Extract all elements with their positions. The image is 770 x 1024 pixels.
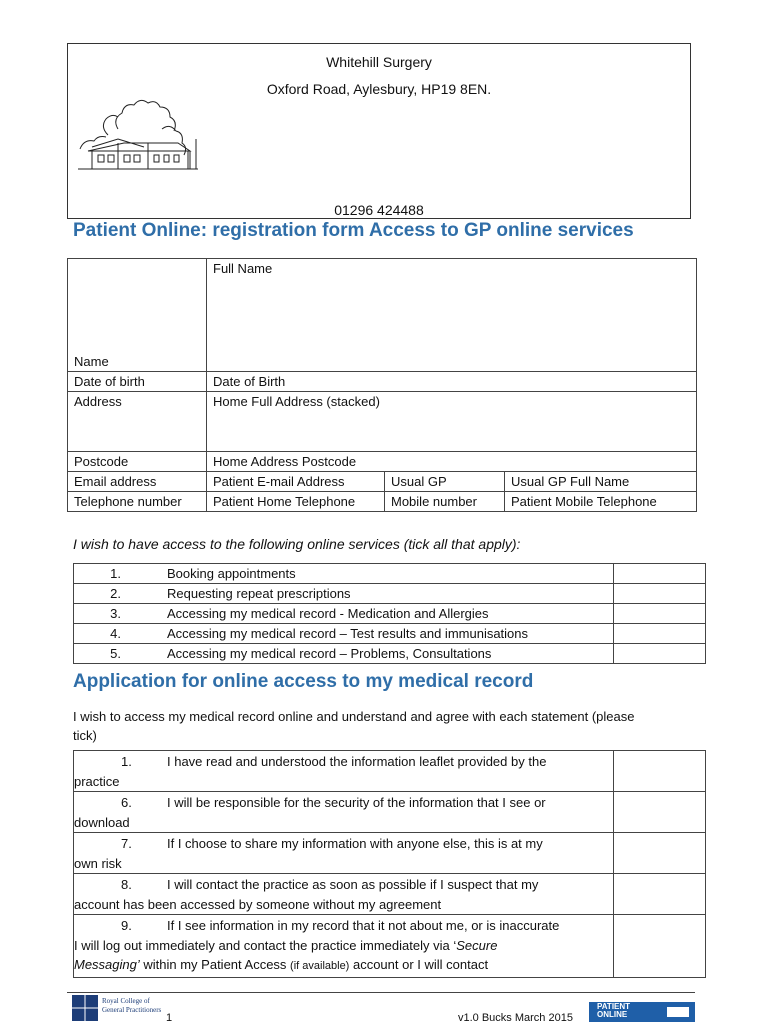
service-row (74, 564, 706, 584)
service-tick-box[interactable] (614, 624, 706, 644)
service-tick-box[interactable] (614, 584, 706, 604)
practice-header-box (67, 43, 691, 219)
service-label: Accessing my medical record - Medication and Allergies (167, 606, 489, 621)
telephone-field[interactable]: Patient Home Telephone (207, 492, 385, 512)
statement-number: 6. (121, 795, 132, 810)
rcgp-name-line: General Practitioners (102, 1006, 162, 1014)
postcode-field[interactable]: Home Address Postcode (207, 452, 697, 472)
telephone-label: Telephone number (68, 492, 207, 512)
statement-text: I will be responsible for the security of the information that I see or (167, 795, 546, 810)
if-available-note: (if available) (290, 960, 350, 972)
service-row (74, 584, 706, 604)
statement-text-cont: download (74, 814, 130, 830)
dob-field[interactable]: Date of Birth (207, 372, 697, 392)
footer-divider (67, 992, 695, 993)
service-tick-box[interactable] (614, 564, 706, 584)
name-label: Name (68, 259, 207, 372)
service-label: Requesting repeat prescriptions (167, 586, 351, 601)
statement-text: If I choose to share my information with anyone else, this is at my (167, 836, 543, 851)
services-intro: I wish to have access to the following online services (tick all that apply): (73, 536, 521, 552)
page-number: 1 (166, 1012, 173, 1024)
rcgp-logo-icon (72, 995, 98, 1021)
statement-row (74, 874, 706, 915)
address-label: Address (68, 392, 207, 452)
service-tick-box[interactable] (614, 604, 706, 624)
version-label: v1.0 Bucks March 2015 (458, 1012, 573, 1024)
services-table (73, 563, 706, 664)
service-label: Accessing my medical record – Problems, Consultations (167, 646, 492, 661)
form-title: Patient Online: registration form Access to GP online services (73, 220, 634, 241)
usual-gp-label: Usual GP (385, 472, 505, 492)
service-row (74, 644, 706, 664)
service-label: Accessing my medical record – Test results and immunisations (167, 626, 529, 641)
usual-gp-field[interactable]: Usual GP Full Name (505, 472, 697, 492)
postcode-label: Postcode (68, 452, 207, 472)
service-tick-box[interactable] (614, 644, 706, 664)
mobile-label: Mobile number (385, 492, 505, 512)
statements-table (73, 750, 706, 978)
messaging-text: Messaging’ (74, 957, 140, 972)
statement-text-cont: I will log out immediately and contact the practice immediately via ‘ (74, 937, 457, 953)
secure-messaging-text: Secure (456, 937, 498, 953)
statement-row (74, 915, 706, 978)
statement-tick-box[interactable] (614, 915, 706, 978)
statement-number: 1. (121, 754, 132, 769)
service-number: 3. (110, 606, 121, 621)
email-label: Email address (68, 472, 207, 492)
statement-text: If I see information in my record that it not about me, or is inaccurate (167, 918, 560, 933)
service-row (74, 604, 706, 624)
dob-label: Date of birth (68, 372, 207, 392)
service-number: 1. (110, 566, 121, 581)
statement-text-cont: within my Patient Access (139, 957, 291, 972)
service-label: Booking appointments (167, 566, 296, 581)
application-intro-line: I wish to access my medical record online and understand and agree with each statement (please (73, 709, 635, 724)
name-field[interactable]: Full Name (207, 259, 697, 372)
statement-tick-box[interactable] (614, 751, 706, 792)
statement-text-cont: account or I will contact (349, 957, 489, 972)
patient-online-logo (589, 1002, 695, 1022)
mobile-field[interactable]: Patient Mobile Telephone (505, 492, 697, 512)
statement-tick-box[interactable] (614, 833, 706, 874)
rcgp-name (102, 997, 161, 1015)
statement-tick-box[interactable] (614, 792, 706, 833)
statement-number: 8. (121, 877, 132, 892)
statement-text-cont: own risk (74, 855, 122, 871)
patient-online-logo-line: PATIENT (597, 1002, 631, 1011)
statement-row (74, 792, 706, 833)
statement-number: 9. (121, 918, 132, 933)
patient-details-table (67, 258, 697, 512)
patient-online-logo-line: ONLINE (597, 1010, 628, 1019)
practice-phone: 01296 424488 (334, 202, 424, 218)
application-intro (73, 707, 634, 745)
statement-row (74, 833, 706, 874)
statement-tick-box[interactable] (614, 874, 706, 915)
service-number: 4. (110, 626, 121, 641)
nhs-badge-icon (667, 1007, 689, 1017)
statement-row (74, 751, 706, 792)
surgery-building-illustration (78, 99, 200, 174)
application-intro-line: tick) (73, 728, 97, 743)
application-heading: Application for online access to my medical record (73, 671, 534, 692)
statement-text-cont: practice (74, 773, 120, 789)
service-number: 2. (110, 586, 121, 601)
statement-text-cont: account has been accessed by someone without my agreement (74, 896, 442, 912)
practice-name: Whitehill Surgery (326, 54, 432, 70)
statement-number: 7. (121, 836, 132, 851)
practice-address: Oxford Road, Aylesbury, HP19 8EN. (266, 81, 492, 97)
statement-text: I have read and understood the information leaflet provided by the (167, 754, 547, 769)
email-field[interactable]: Patient E-mail Address (207, 472, 385, 492)
rcgp-name-line: Royal College of (102, 997, 150, 1005)
address-field[interactable]: Home Full Address (stacked) (207, 392, 697, 452)
statement-text: I will contact the practice as soon as possible if I suspect that my (167, 877, 539, 892)
service-row (74, 624, 706, 644)
service-number: 5. (110, 646, 121, 661)
